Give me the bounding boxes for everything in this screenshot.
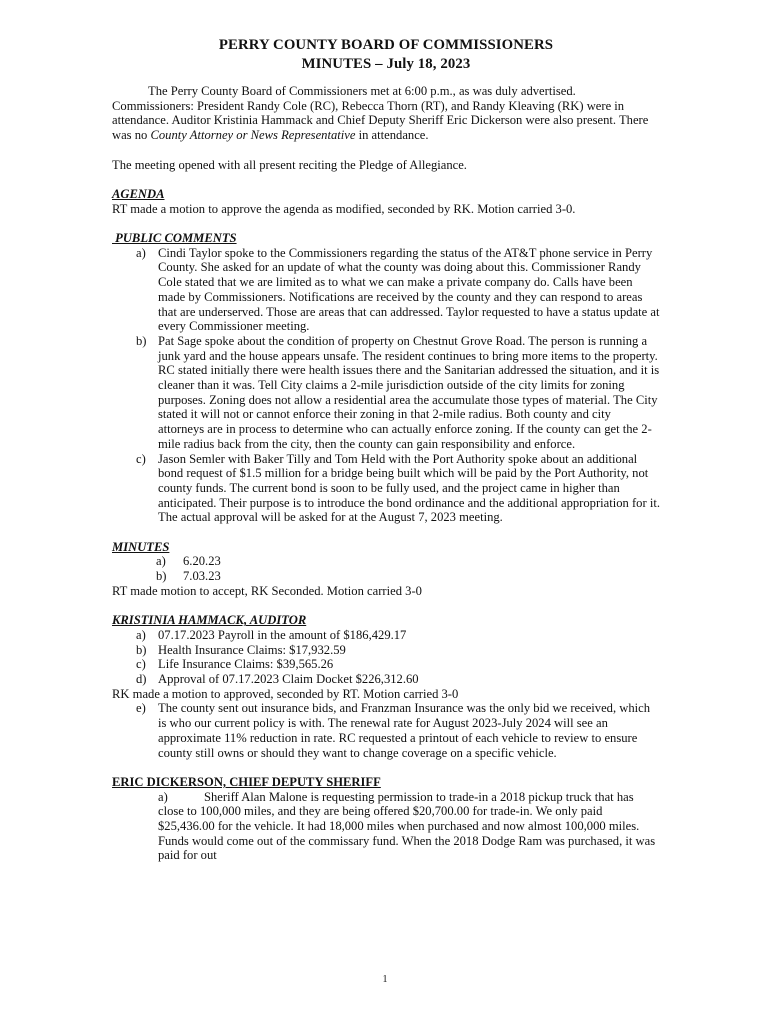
list-item-text: Life Insurance Claims: $39,565.26 [158,657,334,672]
public-comments-list [112,246,660,525]
list-marker: c) [136,657,146,672]
list-item [112,452,660,526]
list-marker: a) [136,245,146,260]
list-item [112,246,660,334]
agenda-text: RT made a motion to approve the agenda as modified, seconded by RK. Motion carried 3-0. [112,201,576,216]
public-comments-heading: PUBLIC COMMENTS [112,230,237,245]
sheriff-item-text: Sheriff Alan Malone is requesting permission to trade-in a 2018 pickup truck that has close to 100,000 miles, and they are being offered $20,700.00 for trade-in. We only paid $25,436.00 for the vehicle. It had 18,000 miles when purchased and now almost 100,000 miles. Funds would come out of the commissary fund. When the 2018 Dodge Ram was purchased, it was paid for out [158,789,656,863]
list-item [112,554,660,569]
auditor-motion: RK made a motion to approved, seconded by RT. Motion carried 3-0 [112,686,459,701]
list-item-text: Pat Sage spoke about the condition of property on Chestnut Grove Road. The person is running a junk yard and the house appears unsafe. The resident continues to bring more items to the property. RC stated initially there were health issues there and the Sanitarian addressed the situation, and it is cleaner than it was. Tell City claims a 2-mile jurisdiction outside of the city limits for zoning purposes. Zoning does not allow a residential area the accumulate those types of material. The City stated it will not or cannot enforce their zoning in that 2-mile radius. Both county and city attorneys are in process to determine who can actually enforce zoning. If the county can get the 2-mile radius back from the city, then the county can gain responsibility and enforce. [158,333,660,451]
list-item-text: Cindi Taylor spoke to the Commissioners regarding the status of the AT&T phone service in Perry County. She asked for an update of what the county was doing about this. Commissioner Randy Cole stated that we are limited as to what we can make a private company do. Calls have been made by Commissioners. Notifications are received by the county and they can respond to areas that are underserved. Those are areas that can addressed. Taylor requested to have a status update at every Commissioner meeting. [158,245,660,334]
list-marker: c) [136,451,146,466]
list-marker: e) [136,701,146,716]
document-page [112,36,660,863]
list-item-text: 07.17.2023 Payroll in the amount of $186,429.17 [158,627,407,642]
list-marker: b) [136,333,147,348]
list-item-text: 7.03.23 [183,569,221,584]
intro-text-2: in attendance. [355,128,429,143]
document-subtitle: MINUTES – July 18, 2023 [301,55,471,72]
list-item [112,569,660,584]
auditor-list-continued [112,701,660,760]
list-item-text: 6.20.23 [183,554,221,569]
auditor-list [112,628,660,687]
minutes-motion: RT made motion to accept, RK Seconded. Motion carried 3-0 [112,583,422,598]
list-item [112,701,660,760]
list-item [112,334,660,452]
document-title: PERRY COUNTY BOARD OF COMMISSIONERS [218,37,554,53]
list-item [112,657,660,672]
intro-italic: County Attorney or News Representative [150,128,356,143]
list-item-text: Jason Semler with Baker Tilly and Tom Held with the Port Authority spoke about an additional bond request of $1.5 million for a bridge being built which will be paid by the Port Authority, not county funds. The current bond is soon to be fully used, and the project came in higher than anticipated. Their purpose is to introduce the bond ordinance and the additional appropriation for it. The actual approval will be asked for at the August 7, 2023 meeting. [158,451,660,525]
list-item-text: The county sent out insurance bids, and Franzman Insurance was the only bid we received, which is who our current policy is with. The renewal rate for August 2023-July 2024 will see an approximate 11% reduction in rate. RC requested a printout of each vehicle to review to ensure county still owns or should they want to change coverage on a specific vehicle. [158,701,651,760]
list-marker: a) [156,554,166,569]
list-item-text: Health Insurance Claims: $17,932.59 [158,642,346,657]
list-marker: a) [158,789,168,804]
list-item [112,643,660,658]
minutes-list [112,554,660,583]
list-item [112,628,660,643]
list-marker: b) [156,569,167,584]
list-item-text: Approval of 07.17.2023 Claim Docket $226,312.60 [158,672,419,687]
page-number: 1 [382,974,388,985]
auditor-heading: KRISTINIA HAMMACK, AUDITOR [112,613,307,628]
opening-paragraph: The meeting opened with all present reciting the Pledge of Allegiance. [112,157,467,172]
minutes-heading: MINUTES [112,539,170,554]
sheriff-heading: ERIC DICKERSON, CHIEF DEPUTY SHERIFF [112,774,381,789]
list-item [112,672,660,687]
list-marker: d) [136,672,147,687]
agenda-heading: AGENDA [112,186,165,201]
intro-paragraph [112,84,660,143]
list-marker: b) [136,642,147,657]
list-marker: a) [136,627,146,642]
intro-text-1: The Perry County Board of Commissioners met at 6:00 p.m., as was duly advertised. Commissioners: President Randy Cole (RC), Rebecca Thorn (RT), and Randy Kleaving (RK) were in attendance. Auditor Kristinia Hammack and Chief Deputy Sheriff Eric Dickerson were also present. There was no [112,84,649,143]
sheriff-item [112,790,660,864]
